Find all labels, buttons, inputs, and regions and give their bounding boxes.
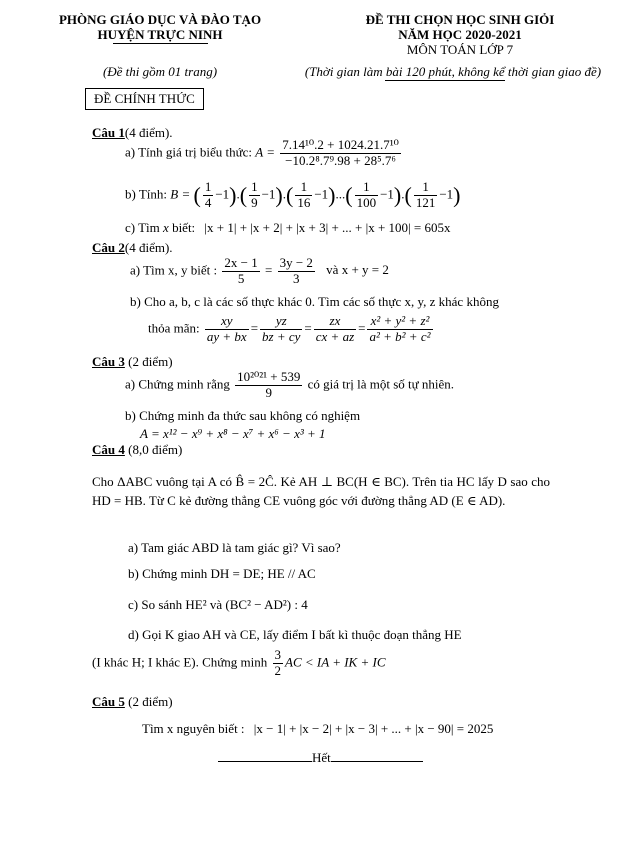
q4-label: Câu 4 bbox=[92, 442, 125, 457]
district-name: HUYỆN TRỰC NINH bbox=[97, 27, 223, 42]
q1a-numerator: 7.14¹⁰.2 + 1024.21.7¹⁰ bbox=[282, 137, 399, 152]
q1b-line: b) Tính: B = ( $\frac{1}{4}$ −1).( $\frac{1}{9}$ −1).( $\frac{1}{16}$ −1)...( $\frac{1}{100}$ −1).( $\frac{1}{121}$ −1) bbox=[125, 179, 461, 210]
q2b-condition: thỏa mãn: $\frac{xy}{ay + bx}$ = $\frac{yz}{bz + cy}$ = $\frac{zx}{cx + az}$ = $\frac{\text{x² + y² + z²}}{\text{a² + b² + c²}}$ bbox=[148, 313, 431, 344]
q2a-frac-2: $\frac{3y - 2}{3}$ bbox=[279, 255, 313, 286]
q1a-fraction bbox=[280, 138, 401, 169]
q4-intro: Cho ΔABC vuông tại A có B̂ = 2Ĉ. Kẻ AH ⊥ BC(H ∈ BC). Trên tia HC lấy D sao cho HD = HB. Từ C kẻ đường thẳng CE vuông góc với đường thẳng AD (E ∈ AD). bbox=[92, 474, 550, 508]
q1a-denominator: −10.2⁸.7⁹.98 + 28⁵.7⁶ bbox=[285, 152, 396, 168]
end-marker bbox=[218, 750, 423, 766]
q5-heading bbox=[92, 694, 173, 710]
q1c-text: c) Tìm bbox=[125, 220, 160, 235]
q3b-polynomial: A = x¹² − x⁹ + x⁸ − x⁷ + x⁶ − x³ + 1 bbox=[140, 426, 326, 441]
q3a-tail: có giá trị là một số tự nhiên. bbox=[307, 376, 455, 392]
q1b-frac-4: $\frac{1}{100}$ bbox=[356, 179, 377, 210]
q5-label: Câu 5 bbox=[92, 694, 125, 709]
q3-heading bbox=[92, 354, 173, 370]
end-rule-left bbox=[218, 761, 312, 762]
end-rule-right bbox=[331, 761, 423, 762]
q1a-lhs: A = bbox=[255, 144, 276, 160]
q3a-text: a) Chứng minh rằng bbox=[125, 376, 230, 392]
q2a-frac-1: $\frac{2x - 1}{5}$ bbox=[224, 255, 258, 286]
q4a: a) Tam giác ABD là tam giác gì? Vì sao? bbox=[128, 540, 341, 555]
q1b-lhs: B = bbox=[170, 186, 191, 202]
exam-title: ĐỀ THI CHỌN HỌC SINH GIỎI bbox=[365, 12, 555, 27]
q2b-frac-4: $\frac{\text{x² + y² + z²}}{\text{a² + b² + c²}}$ bbox=[369, 313, 431, 344]
q1c-text2: biết: bbox=[172, 220, 196, 235]
q4-points: (8,0 điểm) bbox=[128, 442, 183, 457]
q2b-frac-3: $\frac{zx}{cx + az}$ bbox=[315, 313, 355, 344]
q1b-frac-2: $\frac{1}{9}$ bbox=[251, 179, 258, 210]
school-year: NĂM HỌC 2020-2021 bbox=[398, 27, 522, 42]
q4c: c) So sánh HE² và (BC² − AD²) : 4 bbox=[128, 597, 308, 612]
q1c-line bbox=[125, 220, 450, 236]
q1b-frac-1: $\frac{1}{4}$ bbox=[204, 179, 212, 210]
end-text: Hết bbox=[312, 750, 331, 765]
header-rule-right bbox=[385, 80, 505, 81]
q1b-text: b) Tính: bbox=[125, 186, 168, 202]
q1c-var: x bbox=[163, 220, 169, 235]
q4d-line2 bbox=[92, 648, 386, 679]
q2b-text: b) Cho a, b, c là các số thực khác 0. Tìm các số thực x, y, z khác không bbox=[130, 294, 499, 309]
header-rule-left bbox=[113, 43, 208, 44]
q2b-frac-2: $\frac{yz}{bz + cy}$ bbox=[262, 313, 301, 344]
q1b-frac-3: $\frac{1}{16}$ bbox=[297, 179, 311, 210]
q2a-tail: và x + y = 2 bbox=[326, 262, 389, 278]
q4b: b) Chứng minh DH = DE; HE // AC bbox=[128, 566, 316, 581]
official-stamp: ĐỀ CHÍNH THỨC bbox=[85, 88, 204, 110]
q2-heading bbox=[92, 240, 173, 256]
q2b-cond-label: thỏa mãn: bbox=[148, 320, 200, 336]
q4d-fraction: $\frac{3}{2}$ bbox=[274, 647, 282, 678]
pages-note: (Đề thi gồm 01 trang) bbox=[102, 64, 218, 79]
subject: MÔN TOÁN LỚP 7 bbox=[406, 42, 514, 57]
q4-heading bbox=[92, 442, 182, 458]
q3a-line bbox=[125, 370, 454, 401]
q3a-fraction: $\frac{\text{10²⁰²¹ + 539}}{9}$ bbox=[237, 369, 301, 400]
q2a-line: a) Tìm x, y biết : $\frac{2x - 1}{5}$ = $\frac{3y - 2}{3}$ và x + y = 2 bbox=[130, 255, 389, 286]
department-name: PHÒNG GIÁO DỤC VÀ ĐÀO TẠO bbox=[58, 12, 262, 27]
q1a-text: a) Tính giá trị biểu thức: bbox=[125, 144, 253, 160]
q2-label: Câu 2 bbox=[92, 240, 125, 255]
q3-label: Câu 3 bbox=[92, 354, 125, 369]
q4d-post: AC < IA + IK + IC bbox=[285, 654, 386, 670]
q2-points: (4 điểm). bbox=[124, 240, 173, 255]
q1a-line bbox=[125, 138, 403, 169]
q5-equation: |x − 1| + |x − 2| + |x − 3| + ... + |x − 90| = 2025 bbox=[253, 721, 494, 736]
q1b-frac-5: $\frac{1}{121}$ bbox=[415, 179, 436, 210]
q1c-equation: |x + 1| + |x + 2| + |x + 3| + ... + |x + 100| = 605x bbox=[204, 220, 451, 235]
q4d-pre: (I khác H; I khác E). Chứng minh bbox=[92, 654, 268, 670]
q3b-text: b) Chứng minh đa thức sau không có nghiệm bbox=[125, 408, 361, 423]
time-note: (Thời gian làm bài 120 phút, không kể thời gian giao đề) bbox=[304, 64, 602, 79]
q5-points: (2 điểm) bbox=[128, 694, 173, 709]
q5-text: Tìm x nguyên biết : bbox=[142, 721, 245, 736]
q4d-line1: d) Gọi K giao AH và CE, lấy điểm I bất kì thuộc đoạn thẳng HE bbox=[128, 627, 462, 642]
q5-line bbox=[142, 721, 493, 737]
q1-label: Câu 1 bbox=[92, 125, 125, 140]
q2a-text: a) Tìm x, y biết : bbox=[130, 262, 218, 278]
q1-points: (4 điểm). bbox=[124, 125, 173, 140]
q3-points: (2 điểm) bbox=[128, 354, 173, 369]
q2b-frac-1: $\frac{xy}{ay + bx}$ bbox=[206, 313, 247, 344]
